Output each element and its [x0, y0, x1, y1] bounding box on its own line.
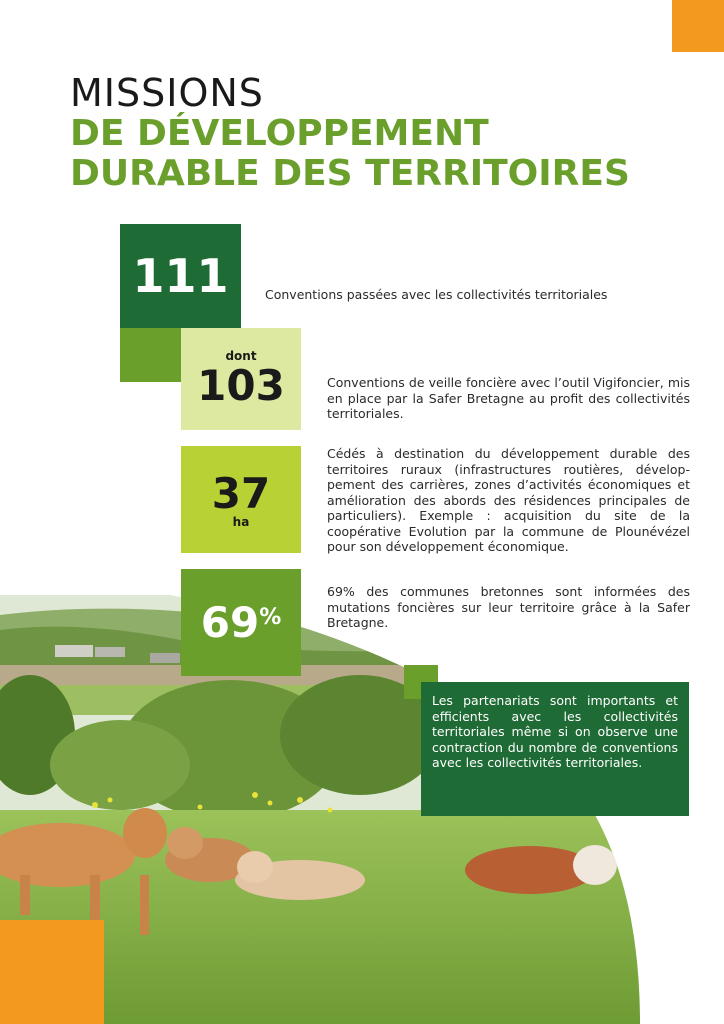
stat-suffix: %	[259, 605, 282, 630]
title-line-1: MISSIONS	[70, 71, 264, 115]
corner-accent-bottom-left	[0, 920, 104, 1024]
title-line-3: DURABLE DES TERRITOIRES	[70, 153, 630, 194]
page-title	[70, 72, 630, 194]
stat-69-box	[181, 569, 301, 676]
stat-value: 103	[197, 361, 285, 410]
corner-accent-top-right	[672, 0, 724, 52]
stat-prefix: dont	[225, 349, 257, 363]
stat-value: 111	[132, 249, 229, 303]
stat-description: 69% des communes bretonnes sont informées des mutations foncières sur leur territoire grâce à la Safer Bretagne.	[327, 584, 690, 630]
stat-value: 69	[200, 597, 260, 647]
stat-37-box	[181, 446, 301, 553]
stat-103-box	[181, 328, 301, 430]
callout-box	[421, 682, 689, 816]
stat-value: 37	[211, 468, 271, 518]
title-line-2: DE DÉVELOPPEMENT	[70, 113, 489, 154]
stat-description: Cédés à destination du développement durable des territoires ruraux (infrastructures routières, dévelop-pement des carrières, zones d’activités économiques et amélioration des abords des résidences principales de particuliers). Exemple : acquisition du site de la coopérative Evolution par la commune de Plounévézel pour son développement économique.	[327, 446, 690, 554]
olive-accent-square	[120, 328, 181, 382]
stat-description: Conventions de veille foncière avec l’outil Vigifoncier, mis en place par la Safer Bretagne au profit des collectivités territoriales.	[327, 375, 690, 421]
stat-suffix: ha	[232, 514, 250, 529]
callout-text: Les partenariats sont importants et efficients avec les collectivités territoriales même si on observe une contraction du nombre de conventions avec les collectivités territoriales.	[432, 693, 678, 770]
stat-description: Conventions passées avec les collectivités territoriales	[265, 287, 608, 302]
stat-111-box	[120, 224, 241, 328]
